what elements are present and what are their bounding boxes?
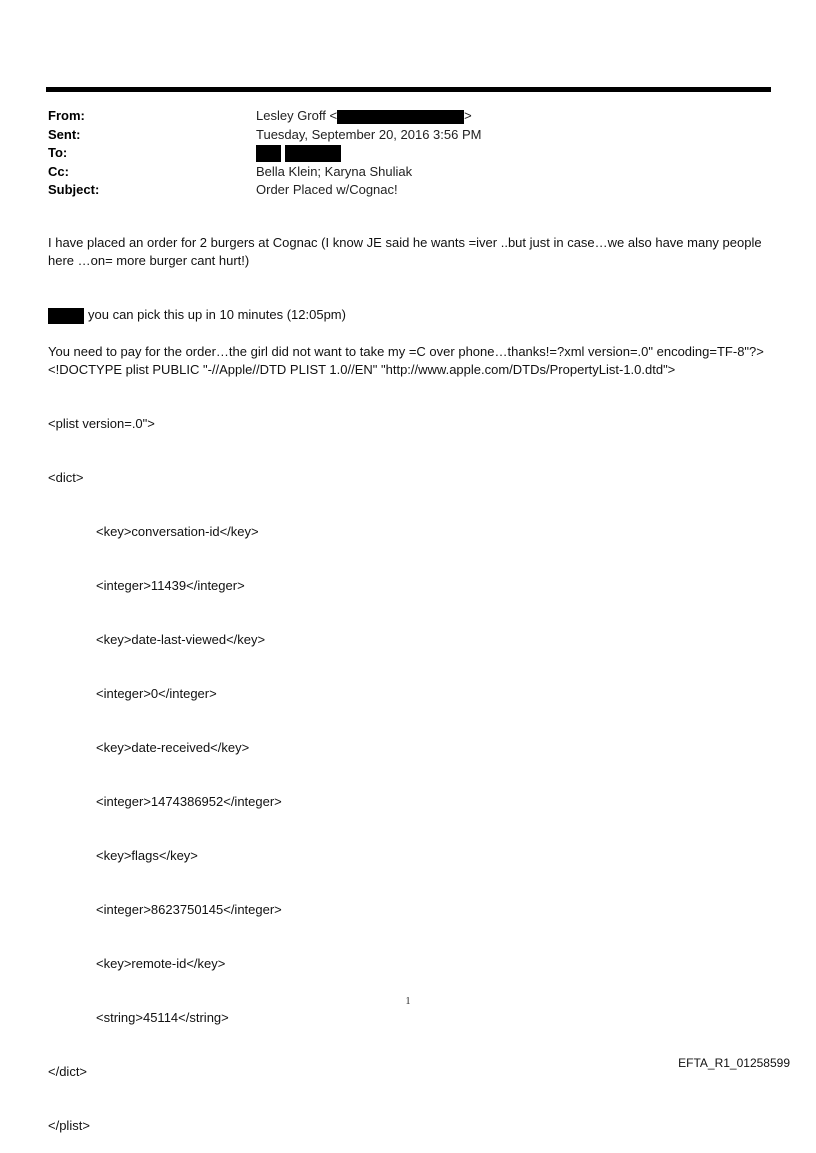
subject-label: Subject: (48, 182, 100, 197)
cc-row (48, 163, 768, 182)
message-paragraph-3: You need to pay for the order…the girl did not want to take my =C over phone…thanks!=?xml version=.0" encoding=TF-8"?> <!DOCTYPE plist PUBLIC "-//Apple//DTD PLIST 1.0//EN" "http://www.apple.com/DTDs/PropertyList-1.0.dtd"> (48, 344, 764, 377)
pickup-text: you can pick this up in 10 minutes (12:05pm) (88, 307, 346, 322)
subject-value: Order Placed w/Cognac! (256, 182, 398, 197)
xml-line: <key>date-received</key> (96, 740, 250, 755)
xml-line: <plist version=.0"> (48, 416, 155, 431)
xml-line: <key>flags</key> (96, 848, 198, 863)
cc-label: Cc: (48, 163, 69, 179)
from-close-bracket: > (464, 108, 472, 123)
from-label: From: (48, 108, 85, 123)
from-value (256, 107, 472, 126)
sent-value: Tuesday, September 20, 2016 3:56 PM (256, 126, 482, 142)
header-divider-rule (46, 87, 771, 92)
bates-number: EFTA_R1_01258599 (678, 1056, 790, 1070)
page-number: 1 (405, 996, 411, 1007)
sent-label: Sent: (48, 126, 81, 142)
xml-line: </plist> (48, 1118, 90, 1133)
to-row (48, 144, 768, 163)
email-header (48, 107, 768, 200)
plist-xml-block (48, 379, 282, 1153)
xml-line: <key>remote-id</key> (96, 956, 226, 971)
xml-line: <integer>1474386952</integer> (96, 794, 282, 809)
from-name: Lesley Groff < (256, 108, 338, 123)
xml-line: <integer>8623750145</integer> (96, 902, 282, 917)
cc-value: Bella Klein; Karyna Shuliak (256, 163, 413, 179)
from-row (48, 107, 768, 126)
xml-line: <dict> (48, 470, 84, 485)
xml-line: <integer>0</integer> (96, 686, 217, 701)
redacted-name (48, 308, 84, 324)
message-paragraph-2 (48, 306, 770, 324)
redacted-email-address (337, 110, 464, 124)
message-paragraph-1: I have placed an order for 2 burgers at Cognac (I know JE said he wants =iver ..but just in case…we also have many people here …on= more burger cant hurt!) (48, 235, 762, 268)
xml-line: <key>conversation-id</key> (96, 524, 259, 539)
sent-row (48, 126, 768, 145)
subject-row (48, 181, 768, 200)
xml-line: <string>45114</string> (96, 1010, 229, 1025)
xml-line: <integer>11439</integer> (96, 578, 245, 593)
redacted-recipient-1 (256, 145, 281, 162)
redacted-recipient-2 (285, 145, 341, 162)
to-value (256, 144, 341, 163)
xml-line: </dict> (48, 1064, 88, 1079)
xml-line: <key>date-last-viewed</key> (96, 632, 266, 647)
to-label: To: (48, 145, 68, 160)
